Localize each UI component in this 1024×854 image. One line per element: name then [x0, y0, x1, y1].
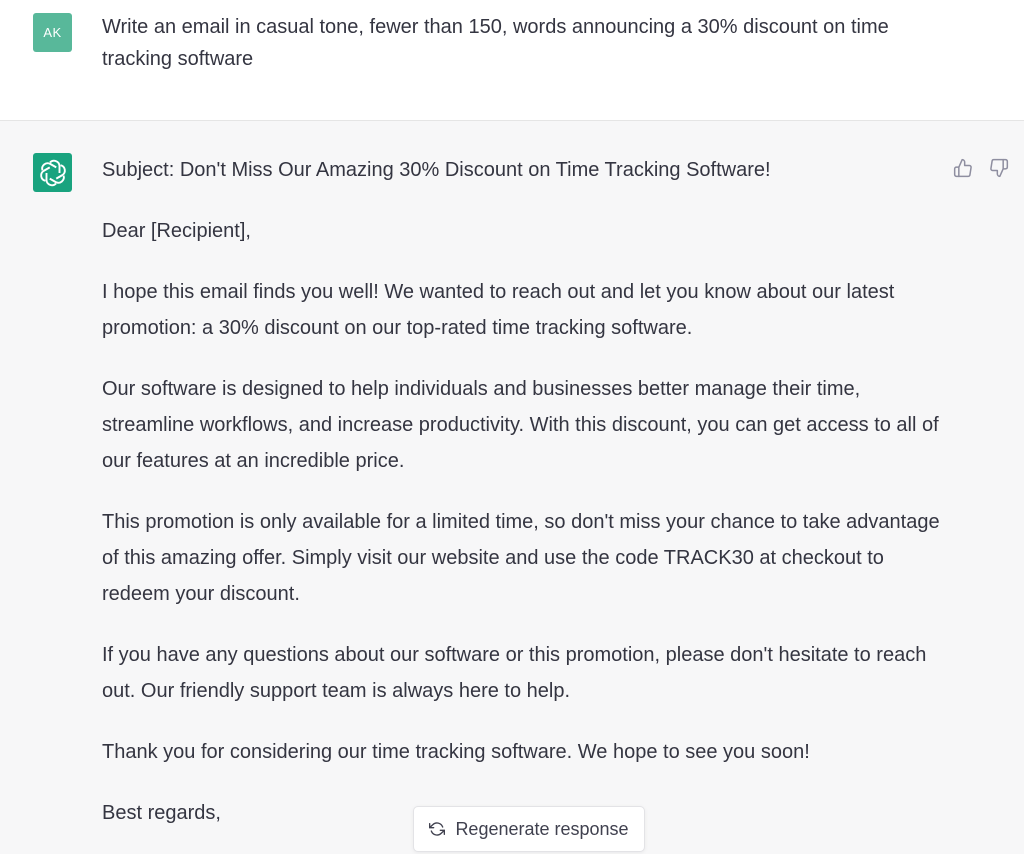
thumbs-down-icon: [989, 158, 1009, 178]
email-signoff: Best regards,: [102, 802, 221, 824]
user-message-text: Write an email in casual tone, fewer than 150, words announcing a 30% discount on time tracking software: [102, 16, 889, 70]
assistant-avatar: [33, 153, 72, 192]
assistant-message-row: [0, 121, 1024, 854]
email-paragraph: Thank you for considering our time tracking software. We hope to see you soon!: [102, 741, 810, 763]
openai-logo-icon: [39, 159, 67, 187]
refresh-icon: [429, 821, 445, 837]
email-paragraph: I hope this email finds you well! We wanted to reach out and let you know about our latest promotion: a 30% discount on our top-rated time tracking software.: [102, 281, 895, 339]
assistant-message-body: [102, 152, 942, 854]
regenerate-label: Regenerate response: [455, 818, 629, 839]
user-avatar-initials: AK: [43, 25, 62, 40]
regenerate-response-button[interactable]: [413, 806, 645, 852]
email-paragraph: This promotion is only available for a limited time, so don't miss your chance to take advantage of this amazing offer. Simply visit our website and use the code TRACK30 at checkout to redeem your discount.: [102, 511, 940, 605]
email-subject: Subject: Don't Miss Our Amazing 30% Discount on Time Tracking Software!: [102, 159, 771, 181]
user-avatar: [33, 13, 72, 52]
feedback-buttons: [952, 157, 1010, 179]
thumbs-up-icon: [953, 158, 973, 178]
thumbs-down-button[interactable]: [988, 157, 1010, 179]
email-paragraph: If you have any questions about our software or this promotion, please don't hesitate to reach out. Our friendly support team is always here to help.: [102, 644, 927, 702]
email-paragraph: Our software is designed to help individuals and businesses better manage their time, streamline workflows, and increase productivity. With this discount, you can get access to all of our features at an incredible price.: [102, 378, 939, 472]
email-greeting: Dear [Recipient],: [102, 220, 251, 242]
user-message-row: [0, 0, 1024, 121]
thumbs-up-button[interactable]: [952, 157, 974, 179]
